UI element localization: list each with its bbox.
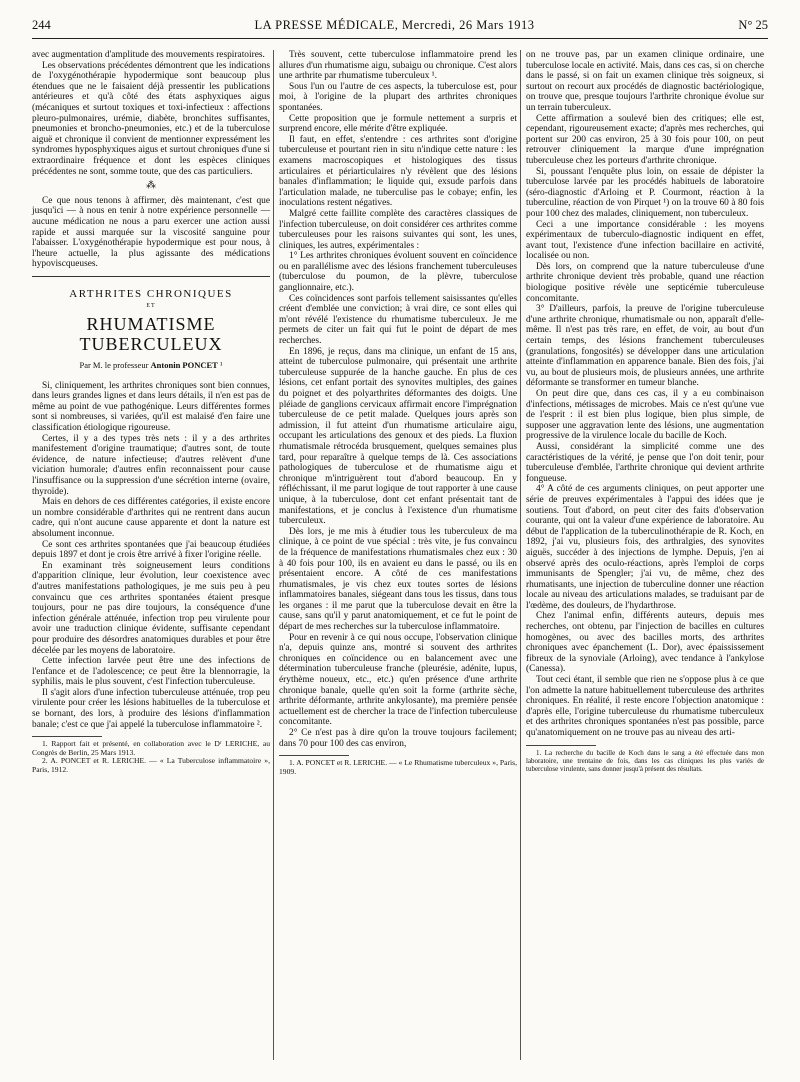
paragraph: on ne trouve pas, par un examen clinique ordinaire, une tuberculose locale en activité. Mais, dans ces cas, si on cherche dans le passé, si on fait un examen clinique très soigneux, si surtout on recourt aux procédés de diagnostic bactériologique, on trouve que, presque toujours l'arthrite chronique évolue sur un terrain tuberculeux. [526,50,764,113]
footnote-rule [526,745,596,746]
paragraph: Malgré cette faillite complète des caractères classiques de l'infection tuberculeuse, on doit considérer ces arthrites comme tuberculeuses pour les raisons suivantes qui sont, les unes, cliniques, les autres, expérimentales : [279,208,517,251]
paragraph: Certes, il y a des types très nets : il y a des arthrites manifestement d'origine traumatique; d'autres sont, de toute évidence, de nature infectieuse; d'autres relèvent d'une viciation humorale; d'autres enfin reconnaissent pour cause l'insuffisance ou la suppression d'une sécrétion interne (ovaire, thyroïde). [32,433,270,497]
paragraph: 4° A côté de ces arguments cliniques, on peut apporter une série de preuves expérimentales à l'appui des idées que je soutiens. Tout d'abord, on peut citer des faits d'observation courante, qui ont la valeur d'une expérience de laboratoire. Au début de l'application de la tuberculinothérapie de R. Koch, en 1892, j'ai vu, plusieurs fois, des arthralgies, des synovites aiguës, succéder à des injections de lymphe. Depuis, j'en ai observé après des oculo-réactions, après l'emploi de corps immunisants de Spengler; j'ai vu, de même, chez des rhumatisants, une injection de tuberculine donner une réaction locale au niveau des articulations malades, se traduisant par de l'œdème, des douleurs, de l'hydarthrose. [526,484,764,611]
paragraph: 2° Ce n'est pas à dire qu'on la trouve toujours facilement; dans 70 pour 100 des cas environ, [279,728,517,749]
paragraph: Cette infection larvée peut être une des infections de l'enfance et de l'adolescence; ce peut être la blennorragie, la syphilis, mais le plus souvent, c'est l'infection tuberculeuse. [32,656,270,688]
paragraph: Ces coïncidences sont parfois tellement saisissantes qu'elles créent d'emblée une conviction; à vrai dire, ce sont elles qui m'ont révélé l'existence du rhumatisme tuberculeux. Je me permets de citer un fait qui fut le point de départ de mes recherches. [279,293,517,347]
paragraph: Ce que nous tenons à affirmer, dès maintenant, c'est que jusqu'ici — à nous en tenir à notre expérience personnelle — aucune médication ne nous a paru exercer une action aussi rapide et aussi marquée sur la viscosité sanguine pour l'abaisser. L'oxygénothérapie hypodermique est pour nous, à l'heure actuelle, la plus agissante des médications hypoviscqueuses. [32,195,270,270]
paragraph: Cette affirmation a soulevé bien des critiques; elle est, cependant, rigoureusement exacte; d'après mes recherches, qui portent sur 200 cas environ, 25 à 30 fois pour 100, on peut retrouver cliniquement la marque d'une imprégnation tuberculeuse chez les porteurs d'arthrite chronique. [526,113,764,166]
column-1 [32,50,270,775]
byline-prefix: Par M. le professeur [79,360,149,371]
header-rule [32,38,768,39]
paragraph: Dès lors, je me mis à étudier tous les tuberculeux de ma clinique, à ce point de vue spécial : très vite, je fus convaincu de la fréquence de manifestations rhumatismales chez eux : 30 à 40 fois pour 100, ils en avaient eu dans le passé, ou ils en présentaient encore. A côté de ces manifestations rhumatismales, je vis chez eux toutes sortes de lésions inflammatoires banales, siégeant dans tous les tissus, dans tous les organes : il me parut que la tuberculose devait en être la cause, sans qu'il y parut anatomiquement, et ce fut le point de départ de mes recherches sur la tuberculose inflammatoire. [279,526,517,633]
section-stars: ⁂ [146,180,156,192]
article-subtitle: ARTHRITES CHRONIQUES [69,287,233,300]
section-separator [32,276,270,277]
paragraph: Sous l'un ou l'autre de ces aspects, la tuberculose est, pour moi, à l'origine de la plupart des arthrites chroniques spontanées. [279,81,517,113]
paragraph: En 1896, je reçus, dans ma clinique, un enfant de 15 ans, atteint de tuberculose pulmonaire, qui présentait une arthrite tuberculeuse suppurée de la hanche gauche. En plus de ces lésions, cet enfant portait des synovites multiples, des gaines du poignet et des polyarthrites déformantes des doigts. Une pléiade de ganglions cervicaux affirmait encore l'imprégnation tuberculeuse de ce petit malade. Quelques jours après son admission, il fut atteint d'un rhumatisme articulaire aigu, occupant les articulations des genoux et des pieds. La fluxion rhumatismale rétrocéda brusquement, quelques semaines plus tard, pour reparaître à quelque temps de là. Ces associations pathologiques de tuberculose et de rhumatisme aigu et chronique m'intriguèrent tout d'abord beaucoup. En y réfléchissant, il me parut logique de tout rapporter à une cause unique, à la tuberculose, dont cet enfant présentait tant de manifestations, et je conclus à l'existence d'un rhumatisme tuberculeux. [279,346,517,527]
paragraph: avec augmentation d'amplitude des mouvements respiratoires. [32,50,265,60]
paragraph: 1° Les arthrites chroniques évoluent souvent en coïncidence ou en parallélisme avec des lésions franchement tuberculeuses (tuberculose du poumon, de la plèvre, tuberculose ganglionnaire, etc.). [279,251,517,294]
paragraph: Pour en revenir à ce qui nous occupe, l'observation clinique n'a, depuis quinze ans, montré si souvent des arthrites chroniques en coïncidence ou en balancement avec une détermination tuberculeuse franche (pleurésie, adénite, lupus, érythème noueux, etc., etc.) qu'en présence d'une arthrite chronique banale, quelle qu'en soit la forme (arthrite sèche, arthrite déformante, arthrite ankylosante), ma première pensée actuellement est de chercher la trace de l'infection tuberculeuse concomitante. [279,632,517,728]
paragraph: Tout ceci étant, il semble que rien ne s'oppose plus à ce que l'on admette la nature habituellement tuberculeuse des arthrites chroniques. En réalité, il reste encore l'objection anatomique : d'après elle, l'origine tuberculeuse du rhumatisme tuberculeux et des arthrites chroniques spontanées n'est pas possible, parce qu'anatomiquement on ne trouve pas au niveau des arti- [526,675,764,738]
paragraph: Cette proposition que je formule nettement a surpris et surprend encore, elle mérite d'être expliquée. [279,113,517,135]
byline [32,360,270,371]
running-header [32,18,768,33]
paragraph: Dès lors, on comprend que la nature tuberculeuse d'une arthrite chronique devient très probable, quand une réaction biologique positive révèle une septicémie tuberculeuse concomitante. [526,261,764,304]
footnote: 1. A. PONCET et R. LERICHE. — « Le Rhumatisme tuberculeux », Paris, 1909. [279,758,517,776]
paragraph: 3° D'ailleurs, parfois, la preuve de l'origine tuberculeuse d'une arthrite chronique, rhumatismale ou non, apparaît d'elle-même. Il n'est pas très rare, en effet, de voir, au bout d'un certain temps, des lésions franchement tuberculeuses (granulations, fongosités) se développer dans une articulation atteinte d'inflammation en apparence banale. Bien des fois, j'ai vu, au bout de plusieurs mois, de plusieurs années, une arthrite déformante se transformer en tumeur blanche. [526,304,764,389]
article-title: RHUMATISME TUBERCULEUX [79,314,223,355]
issue-number: N° 25 [738,18,768,32]
column-3 [526,50,764,773]
page-number: 244 [32,18,51,32]
footnote-rule [32,736,102,737]
footnote: 1. La recherche du bacille de Koch dans le sang a été effectuée dans mon laboratoire, une trentaine de fois, dans les cas cliniques les plus variés de tuberculose virulente, sans donner jusqu'à présent des résultats. [526,748,764,773]
byline-footnote-mark: ¹ [219,360,223,371]
paragraph: On peut dire que, dans ces cas, il y a eu combinaison d'infections, métissages de microbes. Mais ce n'est qu'une vue de l'esprit : il est bien plus logique, bien plus simple, de supposer une aggravation lente des lésions, une augmentation progressive de la virulence locale du bacille de Koch. [526,389,764,442]
paragraph: Ce sont ces arthrites spontanées que j'ai beaucoup étudiées depuis 1897 et dont je crois être arrivé à fixer l'origine réelle. [32,539,270,561]
journal-title: LA PRESSE MÉDICALE, Mercredi, 26 Mars 1913 [254,18,535,32]
footnote-rule [279,755,349,756]
paragraph: Chez l'animal enfin, différents auteurs, depuis mes recherches, ont obtenu, par l'injection de bacilles en cultures homogènes, ou avec des bacilles morts, des arthrites chroniques avec épanchement (L. Dor), avec épaississement fibreux de la synoviale (Arloing), avec tendance à l'ankylose (Canessa). [526,611,764,675]
column-divider [520,50,521,1060]
article-conjunction: ET [146,303,156,310]
paragraph: Si, poussant l'enquête plus loin, on essaie de dépister la tuberculose larvée par les procédés habituels de laboratoire (séro-diagnostic d'Arloing et P. Courmont, réaction à la tuberculine, réaction de von Pirquet ¹) on la trouve 60 à 80 fois pour 100 chez des malades, cliniquement, non tuberculeux. [526,166,764,219]
paragraph: Il s'agit alors d'une infection tuberculeuse atténuée, trop peu virulente pour créer les lésions habituelles de la tuberculose et se bornant, des lors, à produire des lésions d'inflammation banale; c'est ce que j'ai appelé la tuberculose inflammatoire ². [32,687,270,730]
paragraph: Les observations précédentes démontrent que les indications de l'oxygénothérapie hypodermique sont beaucoup plus étendues que ne le faisaient déjà pressentir les publications antérieures et qu'à côté des états asphyxiques aigus (mécaniques et surtout toxiques et toxi-infectieux : affections pleuro-pulmonaires, urémie, diabète, bronchites suffisantes, pneumonies et broncho-pneumonies, etc.) et de la tuberculose aiguë et chronique il convient de mentionner expressément les syndromes hyposphyxiques aigus et surtout chroniques d'une si extraordinaire fréquence et dont les espèces cliniques précédentes ne sont, somme toute, que des cas particuliers. [32,60,270,177]
byline-author: Antonin PONCET [150,360,218,371]
paragraph: Si, cliniquement, les arthrites chroniques sont bien connues, dans leurs grandes lignes et dans leurs détails, il n'en est pas de même au point de vue pathogénique. Leurs différentes formes sont si nombreuses, si variées, qu'il est malaisé d'en faire une classification étiologique rigoureuse. [32,380,270,434]
paragraph: En examinant très soigneusement leurs conditions d'apparition clinique, leur évolution, leur coexistence avec d'autres manifestations pathologiques, je me suis peu à peu convaincu que ces arthrites spontanées étaient presque toujours, pour ne pas dire toujours, la conséquence d'une infection générale atténuée, infection trop peu virulente pour avoir une traduction clinique évidente, suffisante cependant pour produire des désordres anatomiques durables et pour être décelée par les moyens de laboratoire. [32,560,270,656]
paragraph: Il faut, en effet, s'entendre : ces arthrites sont d'origine tuberculeuse et pourtant rien in situ n'indique cette nature : les examens macroscopiques et histologiques des tissus articulaires et périarticulaires n'y révèlent que des lésions banales d'inflammation; le liquide qui, exsude parfois dans l'articulation malade, ne tuberculise pas le cobaye; enfin, les inoculations restent négatives. [279,134,517,209]
paragraph: Ceci a une importance considérable : les moyens expérimentaux de tuberculo-diagnostic indiquent en effet, avant tout, l'existence d'une infection bacillaire en activité, localisée ou non. [526,219,764,262]
footnote: 1. Rapport fait et présenté, en collaboration avec le Dʳ LERICHE, au Congrès de Berlin, 25 Mars 1913. [32,739,270,757]
paragraph: Très souvent, cette tuberculose inflammatoire prend les allures d'un rhumatisme aigu, subaigu ou chronique. C'est alors une arthrite par rhumatisme tuberculeux ¹. [279,50,517,82]
footnote: 2. A. PONCET et R. LERICHE. — « La Tuberculose inflammatoire », Paris, 1912. [32,756,270,775]
column-2 [279,50,517,776]
column-divider [273,50,274,1060]
paragraph: Mais en dehors de ces différentes catégories, il existe encore un nombre considérable d'arthrites qui ne rentrent dans aucun cadre, qui n'ont aucune cause apparente et dont la nature est absolument inconnue. [32,497,270,539]
paragraph: Aussi, considérant la simplicité comme une des caractéristiques de la vérité, je pense que l'on doit tenir, pour tuberculeuse d'emblée, l'arthrite chronique qui devient arthrite fongueuse. [526,441,764,484]
